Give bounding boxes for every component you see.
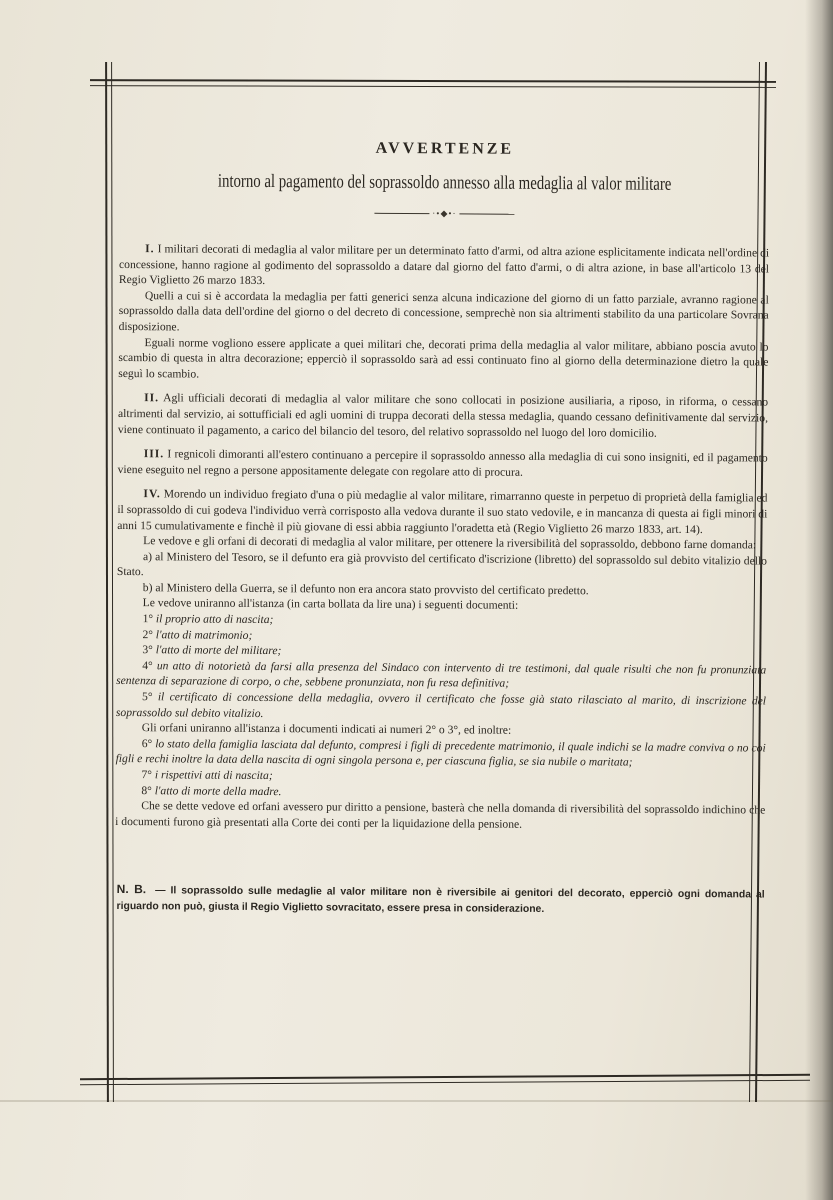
- border-rule-top-inner: [90, 85, 776, 88]
- ornament-divider: [119, 206, 769, 222]
- section-1-para-3: Eguali norme vogliono essere applicate a quei militari che, decorati prima della medaglia al valor militare, abbiano poscia avuto lo scambio di questa in altra decorazione; epperciò il soprassoldo sarà ad essi continuato fino al giorno della determinazione dietro la quale seguì lo scambio.: [118, 335, 769, 381]
- list-item: 3° l'atto di morte del militare;: [142, 643, 282, 658]
- list-item: 2° l'atto di matrimonio;: [142, 627, 253, 642]
- section-4-para-2: Le vedove e gli orfani di decorati di medaglia al valor militare, per ottenere la riversibilità del soprassoldo, debbono farne domanda:: [143, 534, 757, 552]
- list-item: 1° il proprio atto di nascita;: [142, 612, 274, 627]
- section-4-para-3: a) al Ministero del Tesoro, se il defunto era già provvisto del certificato d'iscrizione (libretto) del soprassoldo sul debito vitalizio dello Stato.: [116, 549, 768, 579]
- border-rule-left-inner: [111, 62, 114, 1102]
- section-4-para-1: IV. Morendo un individuo fregiato d'una o più medaglie al valor militare, rimarranno queste in perpetuo di proprietà della famiglia ed il soprassoldo di cui godeva l'individuo verrà corrisposto alla vedova durante il suo stato vedovile, e in mancanza di questa ai figli minori di anni 15 cumulativamente e finchè il più giovane di essi abbia raggiunto l'oradetta età (Regio Viglietto 26 marzo 1833, art. 14).: [117, 487, 768, 536]
- border-rule-top: [90, 79, 776, 83]
- ornament-glyph: ·•◆•·: [432, 208, 457, 219]
- document-title: AVVERTENZE: [375, 139, 515, 158]
- closing-paragraph: Che se dette vedove ed orfani avessero pur diritto a pensione, basterà che nella domanda di riversibilità del soprassoldo indichino che i documenti furono già presentati alla Corte dei conti per la liquidazione della pensione.: [115, 799, 766, 831]
- section-1-para-2: Quelli a cui si è accordata la medaglia per fatti generici senza alcuna indicazione del giorno di un fatto parziale, avranno ragione al soprassoldo dalla data dell'ordine del giorno o del decreto di concessione, semprechè non sia altrimenti stabilito da una particolare Sovrana disposizione.: [118, 288, 769, 334]
- orphan-documents-list: [115, 736, 765, 803]
- section-4-para-5: Le vedove uniranno all'istanza (in carta bollata da lire una) i seguenti documenti:: [142, 596, 519, 613]
- list-item: 4° un atto di notorietà da farsi alla presenza del Sindaco con intervento di tre testimoni, dal quale risulti che non fu pronunziata sentenza di separazione di corpo, o che, sebbene pronunziata, non fu resa definitiva;: [116, 659, 767, 691]
- border-rule-bottom-inner: [80, 1080, 810, 1085]
- section-number: IV.: [143, 487, 161, 501]
- section-number: III.: [143, 447, 165, 461]
- section-2-para-1: II. Agli ufficiali decorati di medaglia al valor militare che sono collocati in posizione ausiliaria, a riposo, in riforma, o cessano altrimenti dal servizio, ai sottufficiali ed agli uomini di truppa decorati della stessa medaglia, quando cessano definitivamente dal servizio, viene continuato il pagamento, a carico del bilancio del tesoro, del relativo soprassoldo nel luogo del loro domicilio.: [117, 391, 769, 440]
- list-item: 7° i rispettivi atti di nascita;: [141, 768, 273, 783]
- nota-bene: [115, 881, 765, 920]
- widow-documents-list: [116, 611, 767, 725]
- section-1-para-1: I. I militari decorati di medaglia al valor militare per un determinato fatto d'armi, od altra azione esplicitamente indicata nell'ordine di concessione, hanno ragione al godimento del soprassoldo a datare dal giorno del fatto d'armi, o di altra azione, in base all'articolo 13 del Regio Viglietto 26 marzo 1833.: [118, 242, 770, 288]
- orphans-intro: Gli orfani uniranno all'istanza i documenti indicati ai numeri 2° o 3°, ed inoltre:: [141, 721, 512, 737]
- border-rule-bottom: [80, 1074, 810, 1080]
- list-item: 5° il certificato di concessione della medaglia, ovvero il certificato che fosse già stato rilasciato al marito, di inscrizione del soprassoldo sul debito vitalizio.: [115, 690, 767, 720]
- section-3-para-1: III. I regnicoli dimoranti all'estero continuano a percepire il soprassoldo annesso alla medaglia di cui sono insigniti, ed il pagamento viene eseguito nel regno a persone appositamente delegate con regolare atto di procura.: [117, 447, 768, 479]
- paper-fold: [0, 1100, 833, 1102]
- border-rule-left: [105, 62, 109, 1102]
- list-item: 6° lo stato della famiglia lasciata dal defunto, compresi i figli di precedente matrimonio, il quale indichi se la madre conviva o no coi figli e rechi inoltre la data della nascita di ogni singola persona e, per ciascuna figlia, se sia nubile o maritata;: [115, 736, 766, 769]
- page-edge-shadow: [805, 0, 833, 1200]
- document-body: [115, 130, 770, 920]
- nb-text: — Il soprassoldo sulle medaglie al valor militare non è riversibile ai genitori del decorato, epperciò ogni domanda al riguardo non può, giusta il Regio Viglietto sovracitato, essere presa in considerazione.: [116, 885, 765, 916]
- nb-label: N. B.: [116, 882, 147, 897]
- section-number: II.: [144, 391, 160, 405]
- section-number: I.: [145, 242, 155, 256]
- section-4-para-4: b) al Ministero della Guerra, se il defunto non era ancora stato provvisto del certificato predetto.: [142, 581, 589, 598]
- document-subtitle: intorno al pagamento del soprassoldo annesso alla medaglia al valor militare: [217, 170, 672, 195]
- list-item: 8° l'atto di morte della madre.: [141, 783, 282, 798]
